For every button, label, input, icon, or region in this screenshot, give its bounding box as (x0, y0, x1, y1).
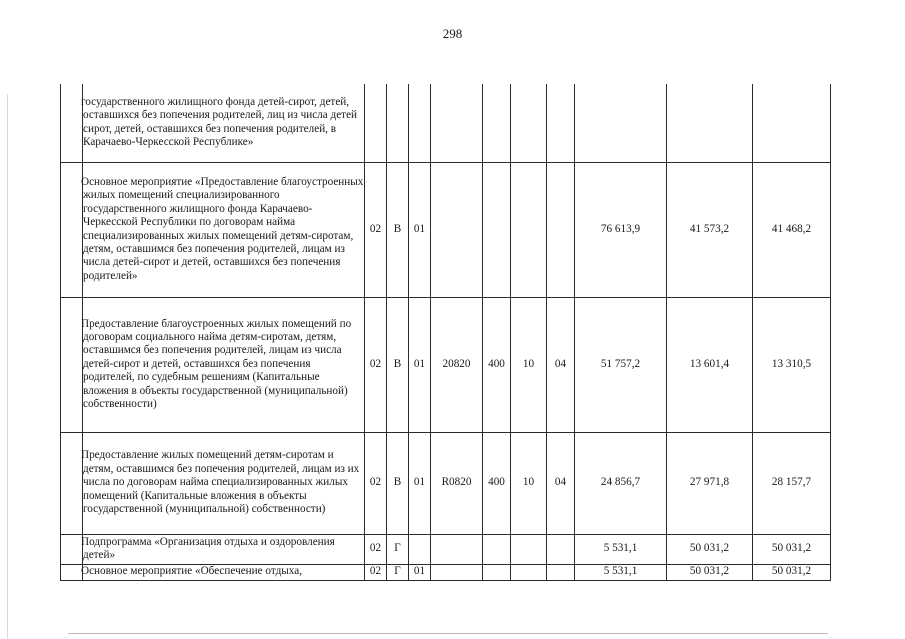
code-cell (483, 162, 511, 297)
amount-cell: 28 157,7 (753, 432, 831, 534)
code-cell (483, 564, 511, 580)
code-cell (483, 534, 511, 564)
code-cell: Г (387, 534, 409, 564)
code-cell: 01 (409, 297, 431, 432)
amount-cell: 5 531,1 (575, 534, 667, 564)
page-number: 298 (442, 26, 463, 41)
code-cell: 400 (483, 297, 511, 432)
code-cell: 02 (365, 297, 387, 432)
row-number-cell (61, 534, 83, 564)
amount-cell: 51 757,2 (575, 297, 667, 432)
code-cell (547, 534, 575, 564)
item-name-cell: Предоставление жилых помещений детям-сиротам и детям, оставшимся без попечения родителей, лицам из их числа по договорам найма специализированных жилых помещений (Капитальные вложения в объекты государственной (муниципальной) собственности) (83, 432, 365, 534)
amount-cell: 50 031,2 (753, 534, 831, 564)
code-cell (387, 84, 409, 162)
row-number-cell (61, 432, 83, 534)
code-cell (483, 84, 511, 162)
code-cell (431, 564, 483, 580)
code-cell: R0820 (431, 432, 483, 534)
row-number-cell (61, 162, 83, 297)
code-cell (511, 534, 547, 564)
budget-table (60, 84, 831, 581)
code-cell: 04 (547, 432, 575, 534)
code-cell: 10 (511, 297, 547, 432)
amount-cell: 41 573,2 (667, 162, 753, 297)
table-row (61, 162, 831, 297)
amount-cell: 50 031,2 (667, 534, 753, 564)
item-name-cell: Подпрограмма «Организация отдыха и оздоровления детей» (83, 534, 365, 564)
code-cell (409, 84, 431, 162)
code-cell (511, 84, 547, 162)
code-cell (365, 84, 387, 162)
item-name-cell: государственного жилищного фонда детей-сирот, детей, оставшихся без попечения родителей, лиц из числа детей сирот, детей, оставшихся без попечения родителей, в Карачаево-Черкесской Республике» (83, 84, 365, 162)
row-number-cell (61, 564, 83, 580)
scan-edge-line (7, 94, 8, 639)
item-name-cell: Предоставление благоустроенных жилых помещений по договорам социального найма детям-сиротам, детям, оставшимся без попечения родителей, лицам из числа детей-сирот и детей, оставшихся без попечения родителей, по судебным решениям (Капитальные вложения в объекты государственной (муниципальной) собственности) (83, 297, 365, 432)
table-row (61, 564, 831, 580)
amount-cell: 13 601,4 (667, 297, 753, 432)
code-cell: 02 (365, 564, 387, 580)
code-cell (431, 162, 483, 297)
amount-cell: 13 310,5 (753, 297, 831, 432)
table-row (61, 432, 831, 534)
amount-cell (753, 84, 831, 162)
code-cell: 01 (409, 564, 431, 580)
code-cell: 10 (511, 432, 547, 534)
code-cell: 02 (365, 534, 387, 564)
amount-cell: 24 856,7 (575, 432, 667, 534)
amount-cell: 41 468,2 (753, 162, 831, 297)
item-name-cell: Основное мероприятие «Обеспечение отдыха, (83, 564, 365, 580)
item-name-cell: Основное мероприятие «Предоставление благоустроенных жилых помещений специализированного государственного жилищного фонда Карачаево-Черкесской Республики по договорам найма специализированных жилых помещений детям-сиротам, детям, оставшимся без попечения родителей, лицам из числа детей-сирот и детей, оставшихся без попечения родителей» (83, 162, 365, 297)
code-cell (547, 162, 575, 297)
amount-cell (667, 84, 753, 162)
table-row (61, 534, 831, 564)
code-cell: 400 (483, 432, 511, 534)
amount-cell: 50 031,2 (667, 564, 753, 580)
code-cell: В (387, 297, 409, 432)
code-cell: 01 (409, 162, 431, 297)
amount-cell: 27 971,8 (667, 432, 753, 534)
code-cell (547, 84, 575, 162)
code-cell (409, 534, 431, 564)
code-cell (511, 162, 547, 297)
scan-artifact-line (68, 633, 828, 634)
code-cell (511, 564, 547, 580)
row-number-cell (61, 297, 83, 432)
code-cell: В (387, 432, 409, 534)
amount-cell: 50 031,2 (753, 564, 831, 580)
code-cell: 02 (365, 162, 387, 297)
amount-cell: 76 613,9 (575, 162, 667, 297)
code-cell: 20820 (431, 297, 483, 432)
code-cell (431, 84, 483, 162)
code-cell (547, 564, 575, 580)
code-cell (431, 534, 483, 564)
code-cell: 01 (409, 432, 431, 534)
amount-cell: 5 531,1 (575, 564, 667, 580)
code-cell: 04 (547, 297, 575, 432)
code-cell: В (387, 162, 409, 297)
code-cell: 02 (365, 432, 387, 534)
table-row (61, 297, 831, 432)
row-number-cell (61, 84, 83, 162)
table-row (61, 84, 831, 162)
amount-cell (575, 84, 667, 162)
code-cell: Г (387, 564, 409, 580)
